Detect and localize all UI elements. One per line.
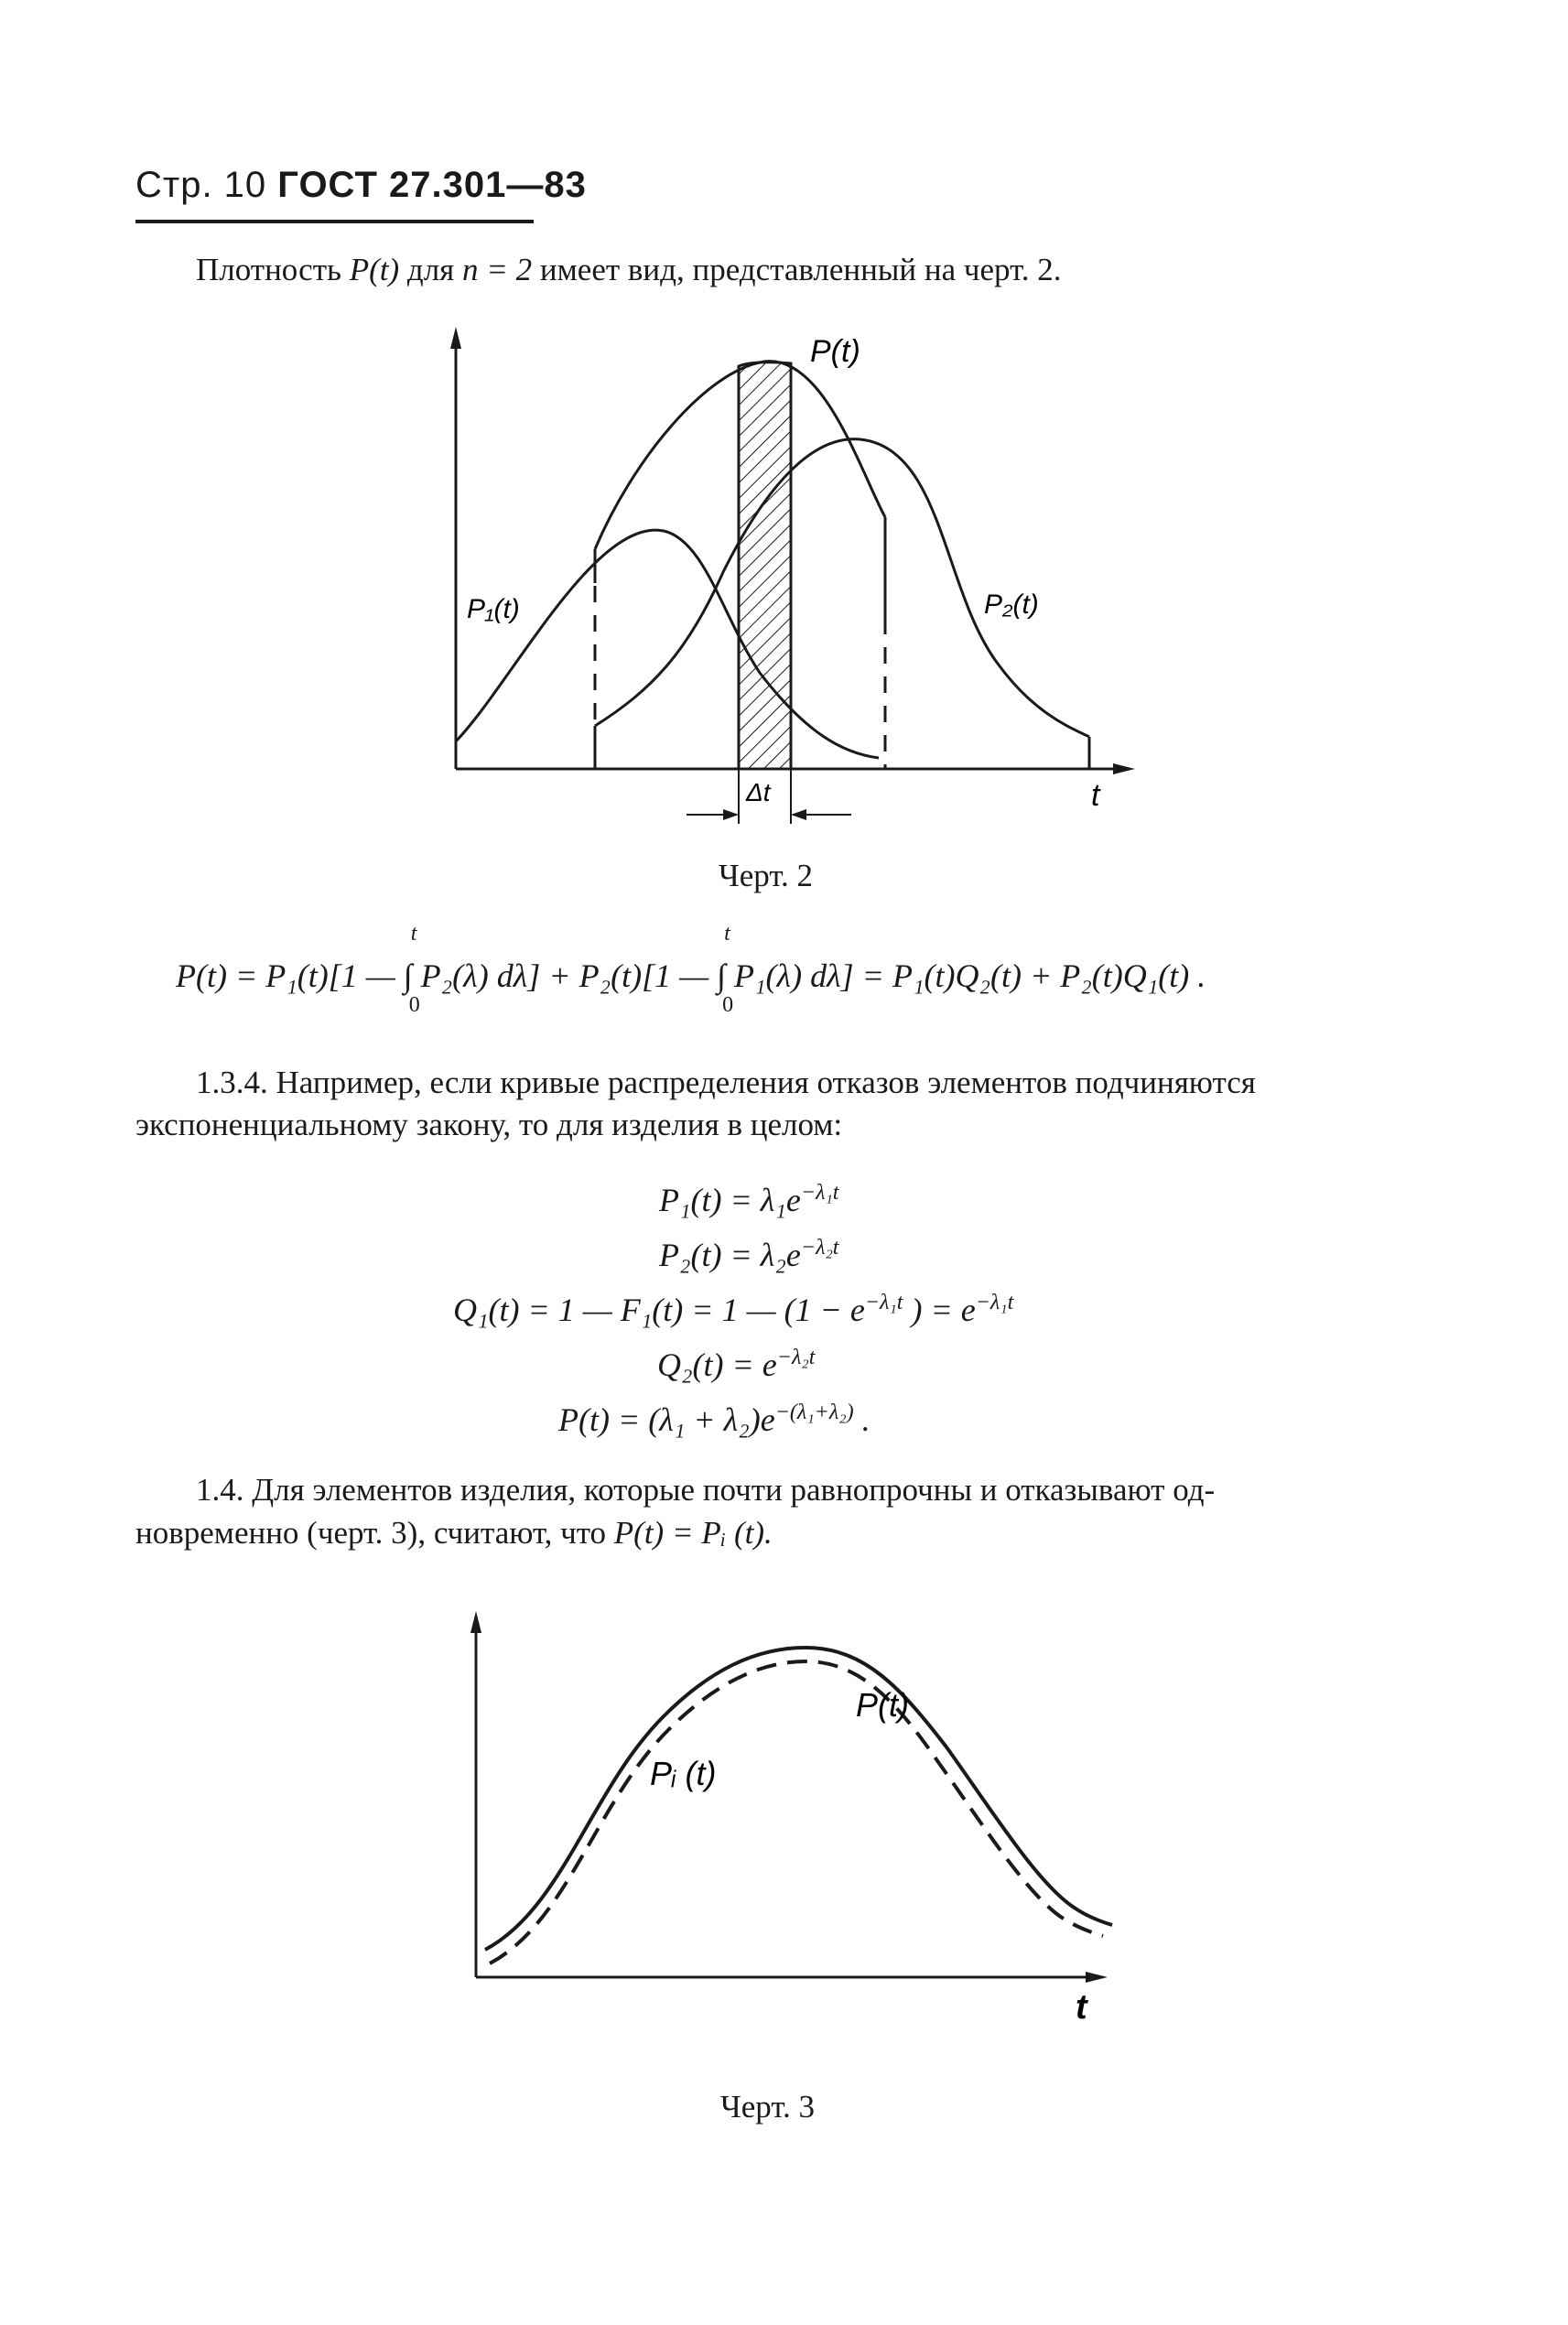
intro-p-t: P(t) — [349, 252, 400, 287]
figure-3-label-p: P(t) — [856, 1686, 909, 1724]
formula-q2-exp: −λ₂t — [776, 1346, 816, 1369]
figure-2-label-p2: P₂(t) — [984, 589, 1039, 620]
figure-2-curve-p2 — [595, 439, 1089, 737]
intro-paragraph — [196, 249, 1062, 291]
figure-2-x-arrow — [1113, 763, 1135, 774]
formula-q2-base: Q₂(t) = e — [657, 1346, 777, 1383]
formula-q2 — [657, 1346, 815, 1384]
header-rule — [135, 220, 534, 223]
intro-text-3: имеет вид, представленный на черт. 2. — [532, 252, 1062, 287]
figure-3-label-pi: Pᵢ (t) — [650, 1755, 717, 1792]
integral-1-sign: ∫ — [403, 957, 413, 994]
figure-3-curve-pi — [490, 1661, 1103, 1963]
figure-2-delta-arrowhead-right — [791, 809, 806, 820]
figure-3-plot — [453, 1606, 1149, 2037]
figure-2-label-p: P(t) — [810, 334, 860, 369]
figure-2-label-t: t — [1091, 778, 1100, 813]
figure-2-curve-p1 — [456, 530, 879, 758]
formula-q1-exp-2: −λ₁t — [975, 1291, 1014, 1314]
figure-2-label-p1: P₁(t) — [467, 594, 520, 624]
figure-2-delta-strip — [739, 362, 791, 769]
figure-3-curve-p — [485, 1648, 1112, 1950]
formula-p1-base: P₁(t) = λ₁e — [659, 1182, 801, 1218]
integral-2-upper: t — [724, 922, 730, 946]
standard-code: ГОСТ 27.301—83 — [277, 165, 587, 205]
intro-text-2: для — [399, 252, 463, 287]
page-header — [135, 165, 587, 206]
formula-q1-exp-1: −λ₁t — [864, 1291, 903, 1314]
section-1-4-formula: P(t) = Pᵢ (t). — [613, 1515, 773, 1551]
formula-q1 — [453, 1291, 1013, 1329]
section-1-3-4-line-1: 1.3.4. Например, если кривые распределения отказов элементов подчиняются — [196, 1065, 1256, 1100]
integral-2-lower: 0 — [722, 993, 734, 1017]
figure-3-y-arrow — [470, 1611, 481, 1633]
integral-2-sign: ∫ — [717, 957, 726, 994]
figure-2-plot — [430, 325, 1153, 847]
figure-2-y-arrow — [450, 327, 461, 349]
formula-q1-base: Q₁(t) = 1 — F₁(t) = 1 — (1 − e — [453, 1292, 865, 1328]
formula-q1-mid: ) = e — [903, 1292, 976, 1328]
figure-2-delta-arrowhead-left — [723, 809, 739, 820]
main-formula-lhs: P(t) = P₁(t)[1 — — [176, 957, 404, 994]
section-1-4-line-1: 1.4. Для элементов изделия, которые почти равнопрочны и отказывают од- — [196, 1472, 1216, 1508]
main-formula-mid: P₂(λ) dλ] + P₂(t)[1 — — [420, 957, 718, 994]
integral-2 — [717, 922, 734, 1017]
figure-3-label-t: t — [1076, 1988, 1087, 2027]
formula-p-total-end: . — [853, 1401, 871, 1438]
formula-p2-exp: −λ₂t — [800, 1236, 839, 1260]
main-formula — [176, 922, 1206, 1017]
formula-p1-exp: −λ₁t — [800, 1181, 839, 1205]
section-1-4-line-2 — [135, 1512, 773, 1554]
section-1-3-4-line-2: экспоненциальному закону, то для изделия в целом: — [135, 1107, 843, 1142]
integral-1-upper: t — [410, 922, 417, 946]
formula-p2 — [659, 1236, 838, 1274]
formula-p-total-base: P(t) = (λ₁ + λ₂)e — [558, 1401, 775, 1438]
figure-2-label-delta: Δt — [746, 778, 771, 806]
integral-1-lower: 0 — [408, 993, 420, 1017]
main-formula-rhs: P₁(λ) dλ] = P₁(t)Q₂(t) + P₂(t)Q₁(t) . — [734, 957, 1206, 994]
figure-3-caption: Черт. 3 — [720, 2089, 815, 2125]
formula-p-total-exp: −(λ₁+λ₂) — [774, 1400, 854, 1424]
formula-p-total — [558, 1400, 871, 1439]
formula-p1 — [659, 1181, 838, 1219]
section-1-4-text: новременно (черт. 3), считают, что — [135, 1515, 614, 1551]
figure-3-x-arrow — [1086, 1972, 1108, 1983]
figure-2-caption: Черт. 2 — [719, 858, 813, 893]
intro-n-eq: n = 2 — [462, 252, 533, 287]
integral-1 — [403, 922, 420, 1017]
page-number: Стр. 10 — [135, 165, 267, 205]
intro-text-1: Плотность — [196, 252, 350, 287]
formula-p2-base: P₂(t) = λ₂e — [659, 1237, 801, 1273]
